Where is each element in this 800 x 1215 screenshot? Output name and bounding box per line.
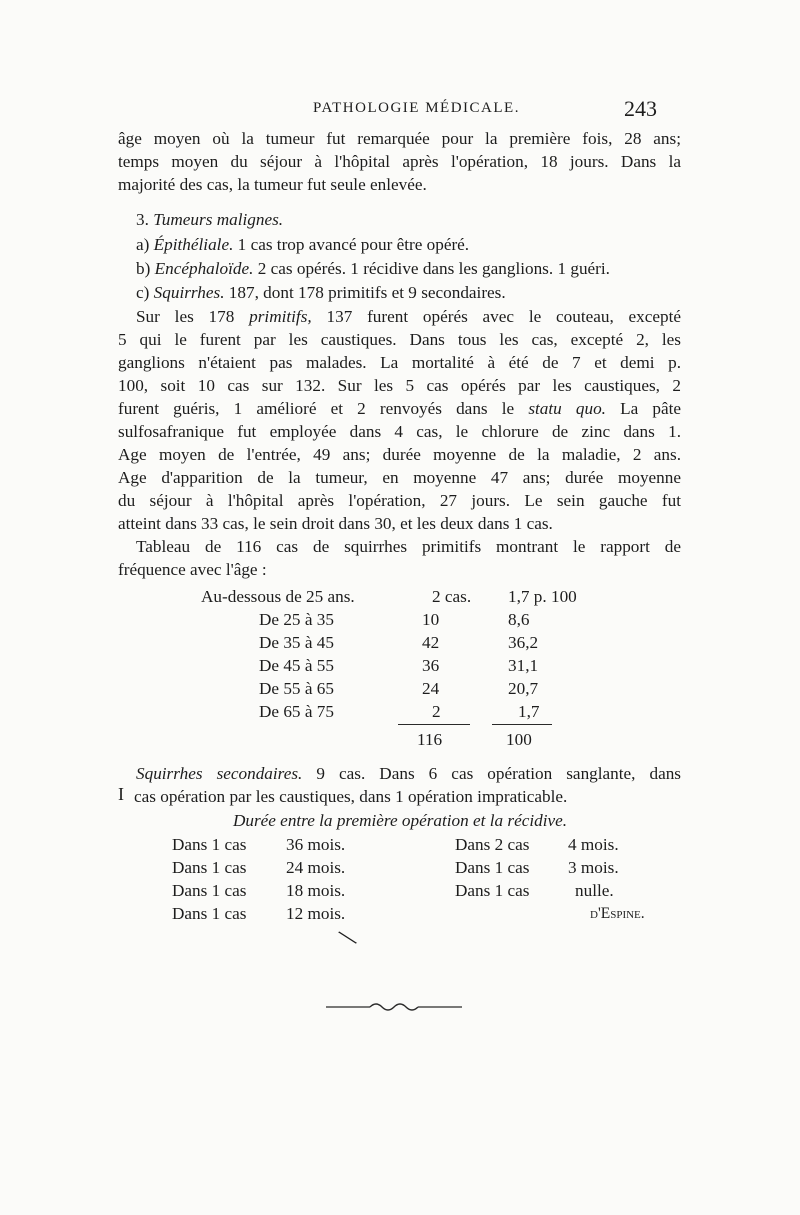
item-text: 187, dont 178 primitifs et 9 secondaires. [228,283,506,302]
duree-cases: Dans 2 cas [455,835,530,854]
total-percent: 100 [506,730,532,749]
italic-run: primitifs, [249,307,312,326]
item-text: 1 cas trop avancé pour être opéré. [237,235,470,254]
age-percent: 1,7 p. 100 [508,587,577,606]
duree-value: nulle. [575,881,614,900]
running-title: PATHOLOGIE MÉDICALE. [313,100,520,116]
item-letter: c) [136,283,150,302]
duree-cases: Dans 1 cas [172,835,247,854]
section-number: 3. [136,210,149,229]
age-cases: 2 [432,702,441,721]
body-line: du séjour à l'hôpital après l'opération, 27 jours. Le sein gauche fut [118,491,681,510]
age-percent: 31,1 [508,656,539,675]
item-c [136,282,681,304]
page-header [0,98,800,128]
end-ornament [326,1000,462,1014]
age-cases: 24 [422,679,440,698]
page-number: 243 [624,96,657,121]
age-percent: 36,2 [508,633,539,652]
item-text: 2 cas opérés. 1 récidive dans les ganglions. 1 guéri. [257,259,610,278]
section-title: Tumeurs malignes. [153,210,284,229]
body-line: Age moyen de l'entrée, 49 ans; durée moyenne de la maladie, 2 ans. [118,445,681,464]
age-cases: 10 [422,610,440,629]
age-percent: 20,7 [508,679,539,698]
text-run: furent guéris, 1 amélioré et 2 renvoyés dans le [118,399,515,418]
age-label: De 55 à 65 [259,679,334,698]
body-line: cas opération par les caustiques, dans 1 opération impraticable. [134,787,568,806]
item-name: Encéphaloïde. [154,259,254,278]
body-line [136,763,681,785]
age-label: De 65 à 75 [259,702,334,721]
duree-cases: Dans 1 cas [172,881,247,900]
duree-cases: Dans 1 cas [455,881,530,900]
duree-value: 36 mois. [286,835,346,854]
age-percent: 1,7 [518,702,540,721]
body-line: fréquence avec l'âge : [118,560,267,579]
duree-cases: Dans 1 cas [455,858,530,877]
stray-mark: ╲ [339,928,357,949]
text-run: 9 cas. Dans 6 cas opération sanglante, dans [316,764,681,783]
total-rule-cases [398,724,470,725]
item-name: Épithéliale. [153,235,234,254]
body-line: sulfosafranique fut employée dans 4 cas, le chlorure de zinc dans 1. [118,422,681,441]
italic-run: Squirrhes secondaires. [136,764,303,783]
total-cases: 116 [417,730,443,749]
margin-mark: I [118,784,124,804]
body-line [118,398,681,420]
age-cases: 42 [422,633,440,652]
body-line: 5 qui le furent par les caustiques. Dans tous les cas, excepté 2, les [118,330,681,349]
italic-run: statu quo. [528,399,606,418]
text-run: Sur les 178 [136,307,235,326]
age-label: De 45 à 55 [259,656,334,675]
duree-cases: Dans 1 cas [172,904,247,923]
body-line: ganglions n'étaient pas malades. La mortalité à été de 7 et demi p. [118,353,681,372]
duree-value: 12 mois. [286,904,346,923]
age-label: De 35 à 45 [259,633,334,652]
body-line: 100, soit 10 cas sur 132. Sur les 5 cas opérés par les caustiques, 2 [118,376,681,395]
age-cases: 36 [422,656,440,675]
body-line [136,306,681,328]
item-a [136,234,681,256]
age-label: De 25 à 35 [259,610,334,629]
duree-value: 24 mois. [286,858,346,877]
duree-cases: Dans 1 cas [172,858,247,877]
duree-value: 4 mois. [568,835,619,854]
age-percent: 8,6 [508,610,530,629]
body-line: âge moyen où la tumeur fut remarquée pour la première fois, 28 ans; [118,129,681,148]
author-signature: d'Espine. [590,905,645,922]
body-line: temps moyen du séjour à l'hôpital après l'opération, 18 jours. Dans la [118,152,681,171]
body-line: Tableau de 116 cas de squirrhes primitifs montrant le rapport de [136,537,681,556]
duree-title: Durée entre la première opération et la récidive. [232,811,568,830]
body-line: Age d'apparition de la tumeur, en moyenne 47 ans; durée moyenne [118,468,681,487]
item-letter: b) [136,259,151,278]
body-line: atteint dans 33 cas, le sein droit dans 30, et les deux dans 1 cas. [118,514,553,533]
age-label: Au-dessous de 25 ans. [201,587,355,606]
text-run: La pâte [620,399,682,418]
body-line: majorité des cas, la tumeur fut seule enlevée. [118,175,427,194]
section-heading [136,209,681,231]
total-rule-percent [492,724,552,725]
text-run: 137 furent opérés avec le couteau, excepté [326,307,682,326]
item-b [136,258,681,280]
duree-value: 18 mois. [286,881,346,900]
item-name: Squirrhes. [153,283,225,302]
item-letter: a) [136,235,150,254]
duree-value: 3 mois. [568,858,619,877]
age-cases: 2 cas. [432,587,472,606]
